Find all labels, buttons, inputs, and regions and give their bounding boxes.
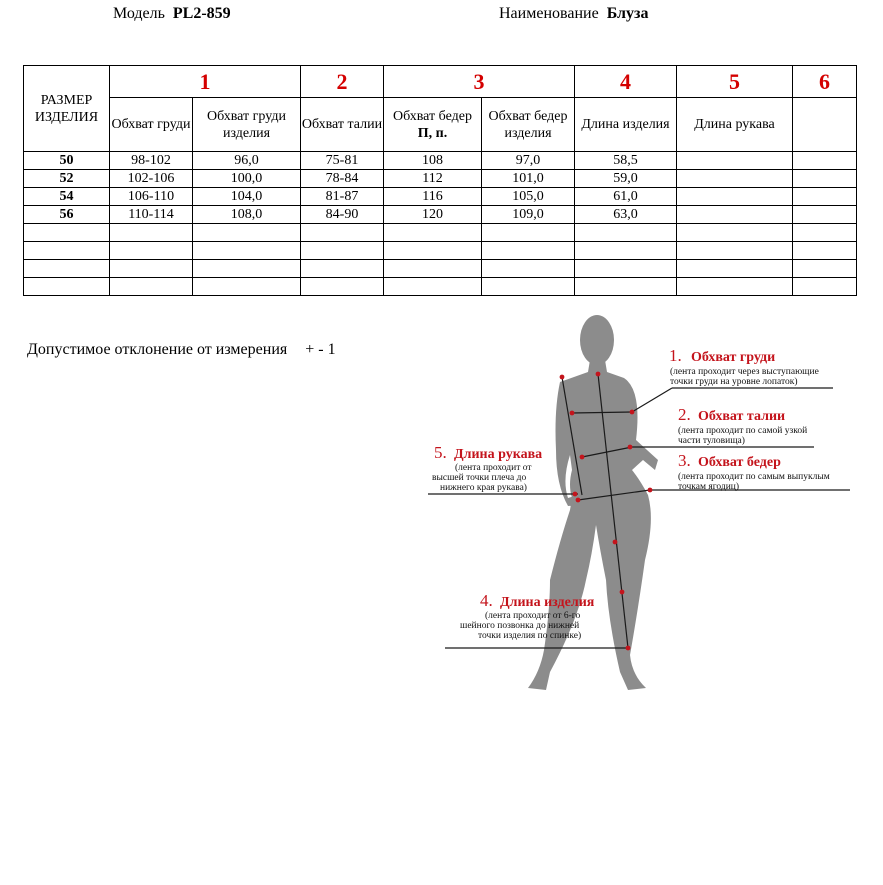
table-row bbox=[24, 206, 857, 224]
label-sleeve-title: Длина рукава bbox=[454, 447, 543, 462]
size-cell bbox=[24, 278, 110, 296]
table-cell bbox=[482, 242, 575, 260]
table-row bbox=[24, 278, 857, 296]
table-cell bbox=[575, 260, 677, 278]
label-waist-number: 2. bbox=[678, 405, 691, 424]
table-cell bbox=[482, 278, 575, 296]
size-cell: 56 bbox=[24, 206, 110, 224]
table-row bbox=[24, 152, 857, 170]
name-value: Блуза bbox=[606, 5, 649, 22]
table-cell bbox=[677, 206, 793, 224]
model-label: Модель bbox=[113, 5, 165, 22]
col-header-garment-hips: Обхват бедер изделия bbox=[482, 98, 575, 152]
table-cell: 59,0 bbox=[575, 170, 677, 188]
table-cell bbox=[575, 278, 677, 296]
col-header-hips-suffix: П, п. bbox=[417, 125, 448, 141]
name-header bbox=[499, 5, 648, 23]
table-cell bbox=[677, 188, 793, 206]
size-cell bbox=[24, 260, 110, 278]
label-chest bbox=[669, 346, 819, 387]
table-row bbox=[24, 224, 857, 242]
table-cell: 61,0 bbox=[575, 188, 677, 206]
col-header-hips-label: Обхват бедер bbox=[393, 108, 472, 124]
group-number-5: 5 bbox=[677, 66, 793, 98]
size-cell bbox=[24, 224, 110, 242]
table-cell bbox=[793, 278, 857, 296]
size-header: РАЗМЕР ИЗДЕЛИЯ bbox=[24, 66, 110, 152]
table-cell: 101,0 bbox=[482, 170, 575, 188]
table-cell: 106-110 bbox=[110, 188, 193, 206]
size-cell: 50 bbox=[24, 152, 110, 170]
table-cell: 110-114 bbox=[110, 206, 193, 224]
table-cell bbox=[301, 224, 384, 242]
table-cell bbox=[677, 224, 793, 242]
col-header-chest: Обхват груди bbox=[110, 98, 193, 152]
table-cell bbox=[384, 242, 482, 260]
label-length-note-2: шейного позвонка до нижней bbox=[460, 621, 580, 631]
col-header-length: Длина изделия bbox=[575, 98, 677, 152]
label-waist bbox=[678, 405, 807, 446]
table-cell bbox=[110, 260, 193, 278]
table-cell bbox=[677, 278, 793, 296]
table-cell bbox=[384, 278, 482, 296]
label-sleeve-number: 5. bbox=[434, 443, 447, 462]
table-cell bbox=[793, 188, 857, 206]
label-chest-note-2: точки груди на уровне лопаток) bbox=[670, 377, 798, 387]
label-length-number: 4. bbox=[480, 591, 493, 610]
table-cell bbox=[575, 224, 677, 242]
group-number-6: 6 bbox=[793, 66, 857, 98]
label-sleeve-note-1: (лента проходит от bbox=[455, 463, 532, 473]
table-cell bbox=[482, 260, 575, 278]
table-cell bbox=[793, 260, 857, 278]
table-cell bbox=[301, 260, 384, 278]
label-chest-title: Обхват груди bbox=[691, 350, 776, 365]
table-cell bbox=[793, 242, 857, 260]
table-cell bbox=[301, 242, 384, 260]
table-cell bbox=[793, 206, 857, 224]
tolerance-value: + - 1 bbox=[305, 341, 336, 358]
table-cell bbox=[575, 242, 677, 260]
label-sleeve-note-3: нижнего края рукава) bbox=[440, 483, 527, 493]
label-length bbox=[460, 591, 595, 641]
table-row bbox=[24, 242, 857, 260]
tolerance-note bbox=[27, 341, 336, 359]
group-number-2: 2 bbox=[301, 66, 384, 98]
table-cell: 105,0 bbox=[482, 188, 575, 206]
table-cell: 81-87 bbox=[301, 188, 384, 206]
label-waist-note-2: части туловища) bbox=[678, 436, 745, 446]
label-length-title: Длина изделия bbox=[500, 595, 595, 610]
table-cell: 97,0 bbox=[482, 152, 575, 170]
table-cell: 98-102 bbox=[110, 152, 193, 170]
tolerance-label: Допустимое отклонение от измерения bbox=[27, 341, 288, 358]
label-chest-number: 1. bbox=[669, 346, 682, 365]
name-label: Наименование bbox=[499, 5, 599, 22]
size-cell bbox=[24, 242, 110, 260]
label-length-note-3: точки изделия по спинке) bbox=[478, 631, 582, 641]
table-row bbox=[24, 260, 857, 278]
label-waist-title: Обхват талии bbox=[698, 409, 786, 424]
col-header-sleeve: Длина рукава bbox=[677, 98, 793, 152]
table-row bbox=[24, 170, 857, 188]
table-cell: 75-81 bbox=[301, 152, 384, 170]
table-cell bbox=[677, 242, 793, 260]
table-cell: 108 bbox=[384, 152, 482, 170]
table-cell bbox=[193, 278, 301, 296]
table-cell: 63,0 bbox=[575, 206, 677, 224]
size-cell: 52 bbox=[24, 170, 110, 188]
label-hips-note-1: (лента проходит по самым выпуклым bbox=[678, 472, 830, 482]
table-cell bbox=[482, 224, 575, 242]
label-sleeve-note-2: высшей точки плеча до bbox=[432, 473, 527, 483]
table-cell bbox=[793, 224, 857, 242]
table-cell bbox=[193, 242, 301, 260]
label-chest-note-1: (лента проходит через выступающие bbox=[670, 367, 819, 377]
label-length-note-1: (лента проходит от 6-го bbox=[485, 611, 581, 621]
table-cell bbox=[110, 224, 193, 242]
table-cell: 102-106 bbox=[110, 170, 193, 188]
table-cell bbox=[677, 152, 793, 170]
col-header-6 bbox=[793, 98, 857, 152]
col-header-garment-chest: Обхват груди изделия bbox=[193, 98, 301, 152]
group-number-4: 4 bbox=[575, 66, 677, 98]
table-cell: 58,5 bbox=[575, 152, 677, 170]
table-cell: 120 bbox=[384, 206, 482, 224]
col-header-hips bbox=[384, 98, 482, 152]
table-cell bbox=[301, 278, 384, 296]
table-cell: 84-90 bbox=[301, 206, 384, 224]
table-cell bbox=[384, 260, 482, 278]
size-cell: 54 bbox=[24, 188, 110, 206]
table-cell bbox=[793, 152, 857, 170]
table-cell: 109,0 bbox=[482, 206, 575, 224]
group-number-1: 1 bbox=[110, 66, 301, 98]
table-cell bbox=[677, 260, 793, 278]
label-hips bbox=[678, 451, 830, 492]
label-waist-note-1: (лента проходит по самой узкой bbox=[678, 426, 808, 436]
table-cell bbox=[193, 224, 301, 242]
table-cell: 112 bbox=[384, 170, 482, 188]
table-cell bbox=[793, 170, 857, 188]
table-cell: 96,0 bbox=[193, 152, 301, 170]
label-hips-number: 3. bbox=[678, 451, 691, 470]
label-sleeve bbox=[432, 443, 542, 493]
model-value: PL2-859 bbox=[172, 5, 231, 22]
table-cell bbox=[110, 242, 193, 260]
table-cell bbox=[110, 278, 193, 296]
table-cell: 108,0 bbox=[193, 206, 301, 224]
label-hips-title: Обхват бедер bbox=[698, 455, 781, 470]
table-cell: 78-84 bbox=[301, 170, 384, 188]
group-number-3: 3 bbox=[384, 66, 575, 98]
table-cell: 100,0 bbox=[193, 170, 301, 188]
col-header-waist: Обхват талии bbox=[301, 98, 384, 152]
model-header bbox=[113, 5, 231, 23]
table-cell bbox=[193, 260, 301, 278]
table-cell: 116 bbox=[384, 188, 482, 206]
table-row bbox=[24, 188, 857, 206]
table-cell bbox=[677, 170, 793, 188]
table-cell bbox=[384, 224, 482, 242]
measurement-diagram bbox=[410, 310, 870, 700]
table-cell: 104,0 bbox=[193, 188, 301, 206]
size-table bbox=[23, 65, 857, 296]
label-hips-note-2: точкам ягодиц) bbox=[678, 482, 740, 492]
